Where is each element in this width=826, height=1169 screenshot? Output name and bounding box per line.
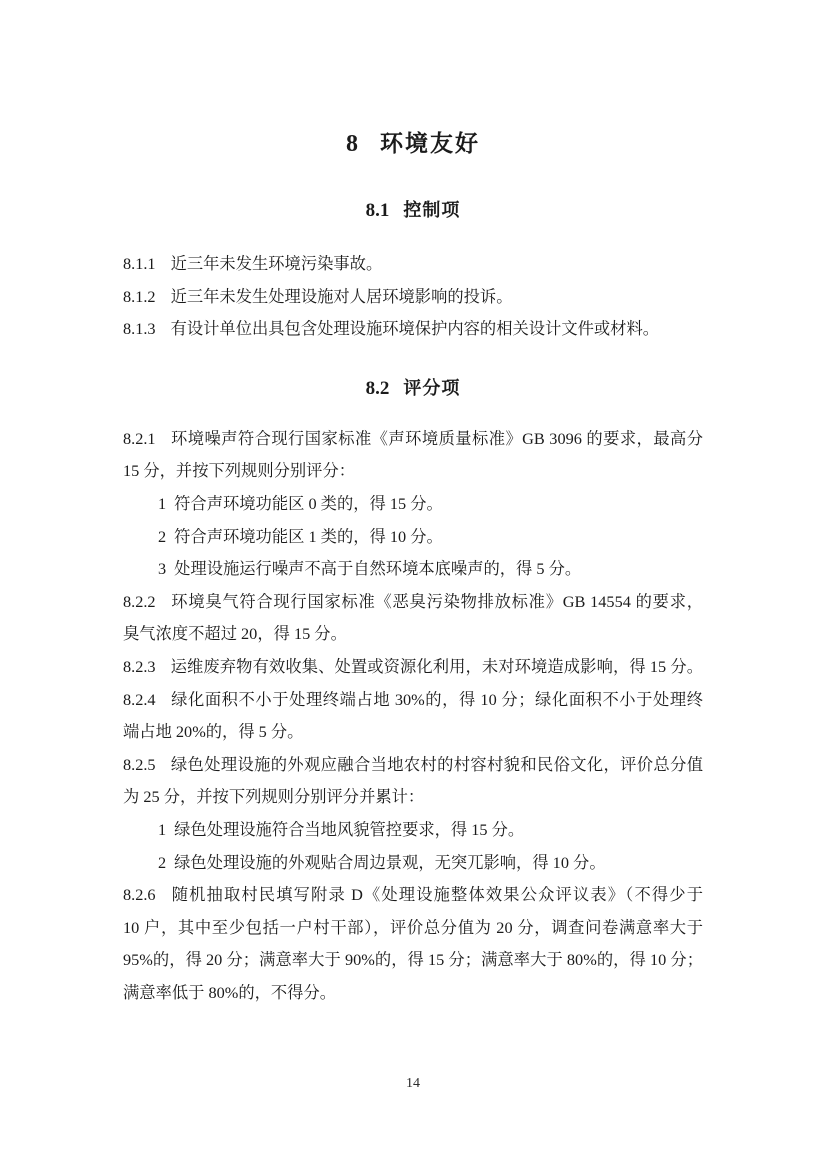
subitem-number: 2 [158, 526, 167, 546]
subitem-text: 符合声环境功能区 0 类的，得 15 分。 [174, 493, 443, 513]
section-title: 控制项 [403, 200, 461, 220]
chapter-heading [123, 130, 703, 160]
clause-8-2-4-line-1 [123, 684, 703, 717]
clause-number: 8.1.2 [123, 286, 156, 306]
clause-8-2-3 [123, 651, 703, 684]
clause-number: 8.2.2 [123, 591, 156, 611]
clause-text: 随机抽取村民填写附录 D《处理设施整体效果公众评议表》（不得少于 [170, 885, 703, 905]
clause-8-2-6-line-1 [123, 879, 703, 912]
section-heading-8-1 [123, 198, 703, 224]
section-number: 8.1 [365, 200, 390, 221]
page-content [123, 0, 703, 1009]
clause-text: 端占地 20%的，得 5 分。 [123, 722, 304, 742]
subitem-number: 3 [158, 559, 167, 579]
clause-8-1-1 [123, 248, 703, 281]
chapter-number: 8 [346, 131, 358, 157]
clause-text: 满意率低于 80%的，不得分。 [123, 982, 337, 1002]
subitem-number: 1 [158, 493, 167, 513]
clause-number: 8.2.1 [123, 428, 156, 448]
clause-number: 8.2.4 [123, 689, 156, 709]
clause-8-2-1-line-1 [123, 423, 703, 456]
subitem-8-2-1-2 [123, 521, 703, 554]
subitem-8-2-5-2 [123, 847, 703, 880]
clause-8-1-2 [123, 281, 703, 314]
section-8-1-clauses [123, 248, 703, 346]
clause-text: 近三年未发生环境污染事故。 [170, 254, 383, 273]
page-number: 14 [406, 1076, 420, 1091]
clause-8-2-6-line-4 [123, 977, 703, 1010]
subitem-text: 处理设施运行噪声不高于自然环境本底噪声的，得 5 分。 [174, 559, 582, 579]
clause-8-2-6-line-2 [123, 912, 703, 945]
section-number: 8.2 [365, 377, 390, 399]
subitem-8-2-1-1 [123, 488, 703, 521]
clause-text: 15 分，并按下列规则分别评分： [123, 461, 356, 481]
clause-text: 绿色处理设施的外观应融合当地农村的村容村貌和民俗文化，评价总分值 [170, 754, 703, 774]
subitem-number: 2 [158, 852, 167, 872]
clause-text: 环境噪声符合现行国家标准《声环境质量标准》GB 3096 的要求，最高分 [170, 428, 703, 448]
subitem-number: 1 [158, 819, 167, 839]
clause-number: 8.2.6 [123, 885, 156, 905]
clause-text: 95%的，得 20 分；满意率大于 90%的，得 15 分；满意率大于 80%的，得 10 分； [123, 950, 703, 970]
subitem-text: 绿色处理设施的外观贴合周边景观，无突兀影响，得 10 分。 [174, 852, 606, 872]
clause-text: 臭气浓度不超过 20，得 15 分。 [123, 624, 347, 644]
clause-8-2-4-line-2 [123, 716, 703, 749]
chapter-title: 环境友好 [380, 130, 480, 156]
clause-number: 8.1.1 [123, 254, 156, 273]
clause-8-1-3 [123, 313, 703, 346]
clause-text: 10 户，其中至少包括一户村干部），评价总分值为 20 分，调查问卷满意率大于 [123, 917, 703, 937]
clause-8-2-1-line-2 [123, 455, 703, 488]
clause-8-2-5-line-1 [123, 749, 703, 782]
subitem-text: 符合声环境功能区 1 类的，得 10 分。 [174, 526, 443, 546]
clause-text: 有设计单位出具包含处理设施环境保护内容的相关设计文件或材料。 [170, 319, 660, 339]
clause-8-2-2-line-2 [123, 618, 703, 651]
subitem-8-2-5-1 [123, 814, 703, 847]
clause-text: 环境臭气符合现行国家标准《恶臭污染物排放标准》GB 14554 的要求， [170, 591, 703, 611]
clause-text: 绿化面积不小于处理终端占地 30%的，得 10 分；绿化面积不小于处理终 [170, 689, 703, 709]
clause-8-2-2-line-1 [123, 586, 703, 619]
section-8-2-clauses [123, 423, 703, 1010]
clause-text: 近三年未发生处理设施对人居环境影响的投诉。 [170, 286, 513, 306]
clause-number: 8.2.5 [123, 754, 156, 774]
subitem-text: 绿色处理设施符合当地风貌管控要求，得 15 分。 [174, 819, 525, 839]
clause-8-2-6-line-3 [123, 944, 703, 977]
clause-number: 8.1.3 [123, 319, 156, 339]
subitem-8-2-1-3 [123, 553, 703, 586]
clause-text: 运维废弃物有效收集、处置或资源化利用，未对环境造成影响，得 15 分。 [170, 656, 703, 676]
section-title: 评分项 [403, 377, 461, 398]
clause-text: 为 25 分，并按下列规则分别评分并累计： [123, 787, 425, 807]
clause-8-2-5-line-2 [123, 781, 703, 814]
clause-number: 8.2.3 [123, 656, 156, 676]
section-heading-8-2 [123, 376, 703, 402]
